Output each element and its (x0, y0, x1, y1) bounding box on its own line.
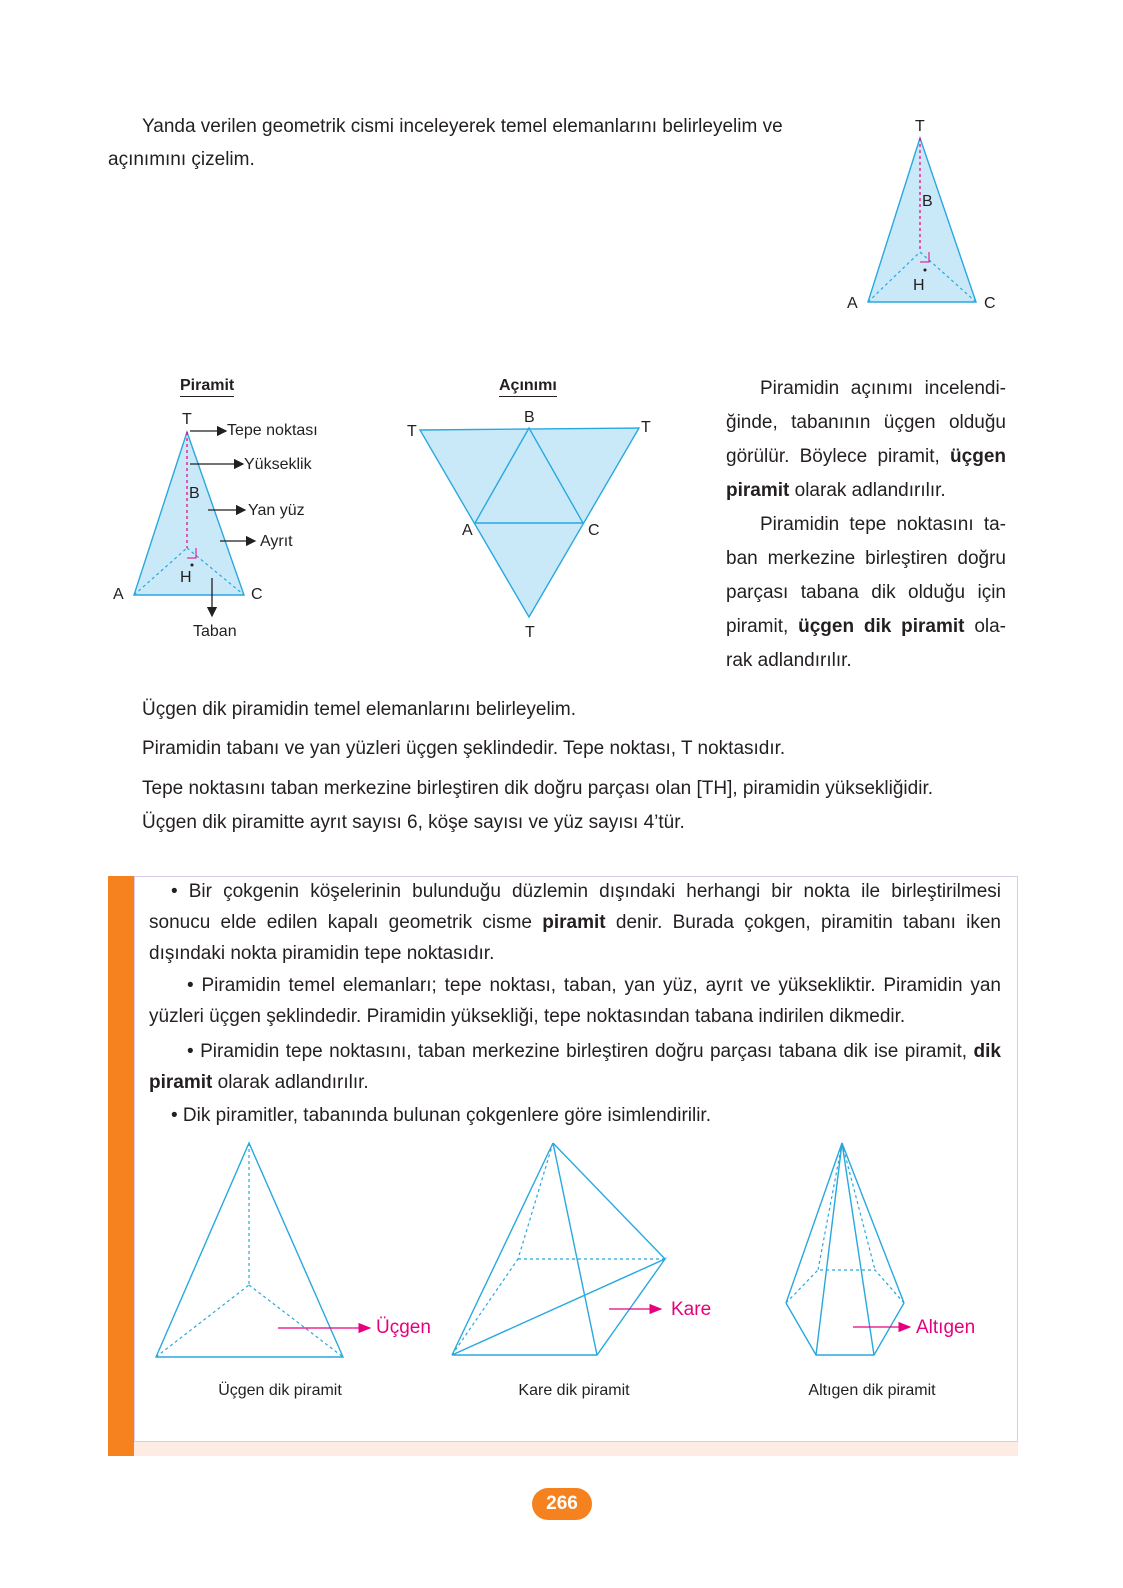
net-label-t-right: T (641, 419, 651, 436)
label-yukseklik: Yükseklik (244, 456, 312, 473)
caption-altigen-dik-piramit: Altıgen dik piramit (808, 1382, 936, 1399)
bullet-1: • Bir çokgenin köşelerinin bulunduğu düzlemin dışındaki herhangi bir nokta ile birleştirilmesi sonucu elde edilen kapalı geometrik cisme piramit denir. Burada çokgen, piramitin tabanı iken dışındaki nokta piramidin tepe noktasıdır. (149, 881, 1001, 964)
net-label-t-bottom: T (525, 624, 535, 641)
pyramid-label-a: A (113, 586, 124, 603)
body-line-3: Tepe noktasını taban merkezine birleştiren dik doğru parçası olan [TH], piramidin yüksekliğidir. (142, 778, 933, 799)
pyramid-label-h: H (180, 569, 192, 586)
pyramid-label-b: B (189, 485, 200, 502)
label-altigen: Altıgen (916, 1317, 976, 1338)
top-label-t: T (915, 118, 925, 135)
top-label-h: H (913, 277, 925, 294)
net-title: Açınımı (499, 376, 557, 397)
caption-ucgen-dik-piramit: Üçgen dik piramit (218, 1382, 342, 1399)
label-ayrit: Ayrıt (260, 533, 293, 550)
net-label-c: C (588, 522, 600, 539)
hexagonal-pyramid (786, 1143, 904, 1355)
body-line-2: Piramidin tabanı ve yan yüzleri üçgen şeklindedir. Tepe noktası, T noktasıdır. (142, 738, 786, 759)
net-label-b: B (524, 409, 535, 426)
label-yan-yuz: Yan yüz (248, 502, 305, 519)
net-label-a: A (462, 522, 473, 539)
bullet-3: • Piramidin tepe noktasını, taban merkezine birleştiren doğru parçası tabana dik ise piramit, dik piramit olarak adlandırılır. (149, 1041, 1001, 1093)
top-pyramid-figure (840, 110, 1020, 320)
pyramid-types-figure (140, 1140, 1015, 1430)
side-text: Piramidin açınımı incelendi- ğinde, tabanının üçgen olduğu görülür. Böylece piramit, üçgen piramit olarak adlandırılır. Piramidin tepe noktasını ta- ban merkezine birleştiren doğru parçası tabana dik olduğu için piramit, üçgen dik piramit ola- rak adlandırılır. (726, 378, 1006, 671)
top-label-b: B (922, 193, 933, 210)
info-box-accent-bar (108, 876, 134, 1456)
net-figure (400, 400, 670, 650)
body-line-1: Üçgen dik piramidin temel elemanlarını belirleyelim. (142, 699, 577, 720)
bullet-4: • Dik piramitler, tabanında bulunan çokgenlere göre isimlendirilir. (171, 1105, 711, 1126)
top-label-c: C (984, 295, 996, 312)
label-kare: Kare (671, 1299, 712, 1320)
labelled-pyramid-figure (108, 400, 368, 650)
square-pyramid (452, 1143, 665, 1355)
label-ucgen: Üçgen (376, 1317, 431, 1338)
net-label-t-left: T (407, 423, 417, 440)
body-line-4: Üçgen dik piramitte ayrıt sayısı 6, köşe sayısı ve yüz sayısı 4’tür. (142, 812, 685, 833)
caption-kare-dik-piramit: Kare dik piramit (518, 1382, 630, 1399)
pyramid-label-c: C (251, 586, 263, 603)
top-label-a: A (847, 295, 858, 312)
page-number: 266 (532, 1488, 592, 1520)
triangular-pyramid (156, 1143, 343, 1357)
pyramid-label-t: T (182, 411, 192, 428)
label-tepe-noktasi: Tepe noktası (227, 422, 318, 439)
bullet-2: • Piramidin temel elemanları; tepe noktası, taban, yan yüz, ayrıt ve yüksekliktir. Piramidin yan yüzleri üçgen şeklindedir. Piramidin yüksekliği, tepe noktasından tabana indirilen dikmedir. (149, 975, 1001, 1027)
pyramid-title: Piramit (180, 376, 234, 397)
label-taban: Taban (193, 623, 237, 640)
intro-line-1: Yanda verilen geometrik cismi inceleyerek temel elemanlarını belirleyelim ve (142, 116, 783, 137)
intro-line-2: açınımını çizelim. (108, 149, 255, 170)
